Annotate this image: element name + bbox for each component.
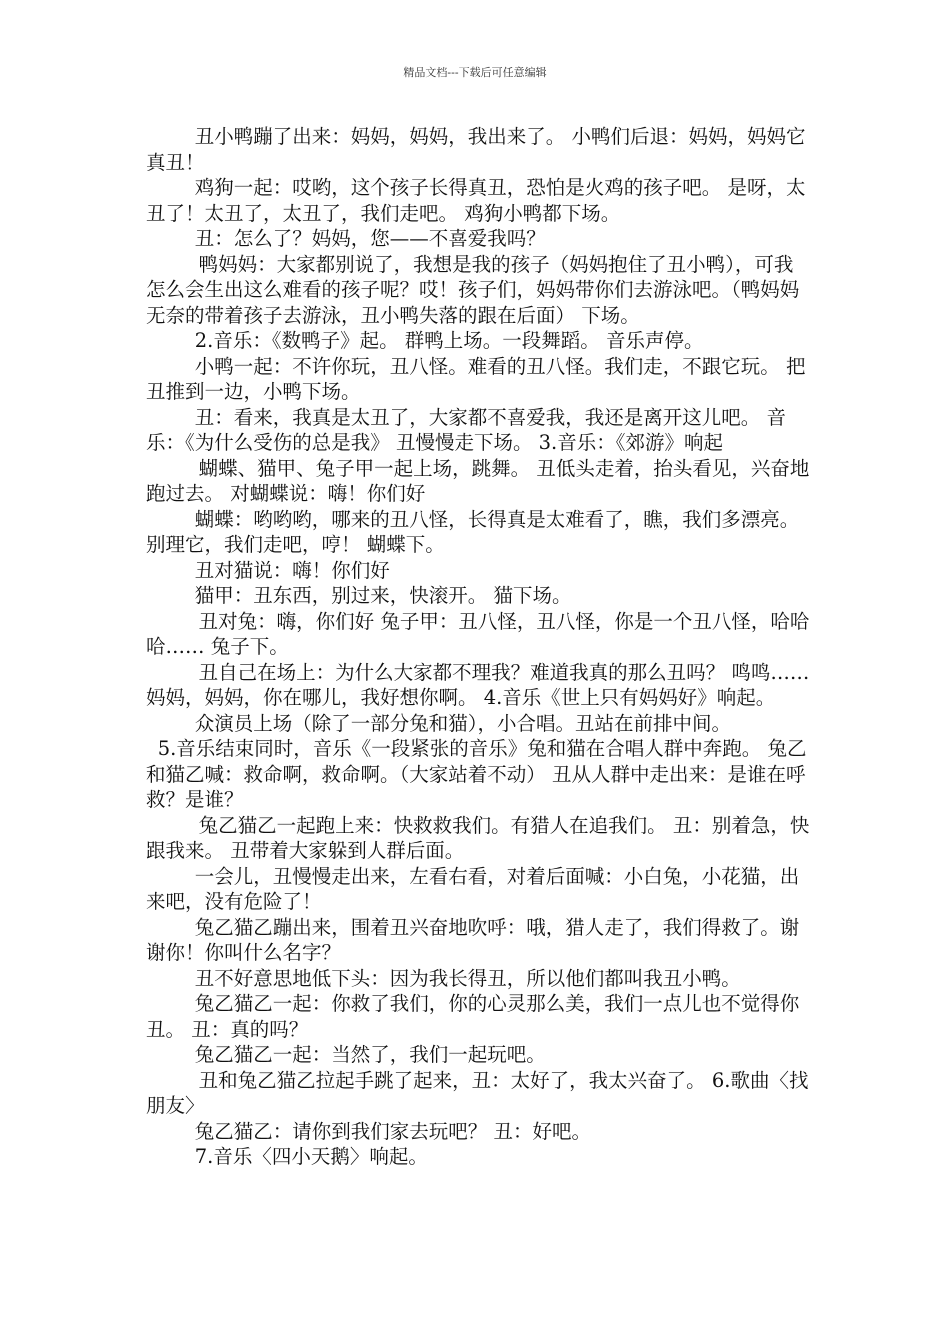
paragraph: 7.音乐〈四小天鹅〉响起。 [194,1145,428,1168]
paragraph: 众演员上场（除了一部分兔和猫），小合唱。丑站在前排中间。 [194,711,732,735]
document-body [146,124,812,1170]
page-header: 精品文档---下载后可任意编辑 [403,66,547,79]
paragraph: 兔乙猫乙一起：当然了，我们一起玩吧。 [194,1043,546,1066]
paragraph: 丑和兔乙猫乙拉起手跳了起来，丑：太好了，我太兴奋了。 6.歌曲〈找朋友〉 [146,1068,809,1117]
paragraph: 兔乙猫乙蹦出来，围着丑兴奋地吹呼：哦，猎人走了，我们得救了。谢谢你！你叫什么名字？ [146,915,800,964]
paragraph: 兔乙猫乙一起：你救了我们，你的心灵那么美，我们一点儿也不觉得你丑。 丑：真的吗？ [146,992,800,1041]
paragraph: 猫甲：丑东西，别过来，快滚开。 猫下场。 [194,584,572,607]
paragraph: 蝴蝶：哟哟哟，哪来的丑八怪，长得真是太难看了，瞧，我们多漂亮。别理它，我们走吧，哼！ 蝴蝶下。 [146,507,800,556]
paragraph: 一会儿，丑慢慢走出来，左看右看，对着后面喊：小白兔，小花猫，出来吧，没有危险了！ [146,864,800,913]
paragraph: 丑对兔：嗨，你们好 兔子甲：丑八怪，丑八怪，你是一个丑八怪，哈哈哈…… 兔子下。 [146,609,810,658]
paragraph: 鸡狗一起：哎哟，这个孩子长得真丑，恐怕是火鸡的孩子吧。 是呀，太丑了！太丑了，太丑了，我们走吧。 鸡狗小鸭都下场。 [146,176,806,225]
paragraph: 小鸭一起：不许你玩，丑八怪。难看的丑八怪。我们走，不跟它玩。 把丑推到一边，小鸭下场。 [146,354,806,403]
paragraph: 兔乙猫乙：请你到我们家去玩吧？ 丑：好吧。 [194,1119,591,1143]
paragraph: 鸭妈妈：大家都别说了，我想是我的孩子（妈妈抱住了丑小鸭），可我怎么会生出这么难看的孩子呢？哎！孩子们，妈妈带你们去游泳吧。（鸭妈妈无奈的带着孩子去游泳，丑小鸭失落的跟在后面） 下场。 [146,252,800,327]
paragraph: 丑：怎么了？妈妈，您——不喜爱我吗？ [194,227,546,250]
paragraph: 丑：看来，我真是太丑了，大家都不喜爱我，我还是离开这儿吧。 音乐：《为什么受伤的总是我》 丑慢慢走下场。 3.音乐：《郊游》响起 [146,405,786,454]
paragraph: 2.音乐：《数鸭子》起。 群鸭上场。一段舞蹈。 音乐声停。 [194,329,704,352]
paragraph: 丑自己在场上：为什么大家都不理我？难道我真的那么丑吗？ 鸣鸣……妈妈，妈妈，你在哪儿，我好想你啊。 4.音乐《世上只有妈妈好》响起。 [146,660,810,709]
paragraph: 丑小鸭蹦了出来：妈妈，妈妈，我出来了。 小鸭们后退：妈妈，妈妈它真丑！ [146,125,806,174]
paragraph: 丑不好意思地低下头：因为我长得丑，所以他们都叫我丑小鸭。 [194,966,741,990]
paragraph: 兔乙猫乙一起跑上来：快救救我们。有猎人在追我们。 丑：别着急，快跟我来。 丑带着大家躲到人群后面。 [146,813,810,862]
paragraph: 蝴蝶、猫甲、兔子甲一起上场，跳舞。 丑低头走着，抬头看见，兴奋地跑过去。 对蝴蝶说：嗨！你们好 [146,456,810,505]
paragraph: 丑对猫说：嗨！你们好 [194,558,390,582]
paragraph: 5.音乐结束同时，音乐《一段紧张的音乐》兔和猫在合唱人群中奔跑。 兔乙和猫乙喊：救命啊，救命啊。（大家站着不动） 丑从人群中走出来：是谁在呼救？是谁？ [146,737,807,811]
